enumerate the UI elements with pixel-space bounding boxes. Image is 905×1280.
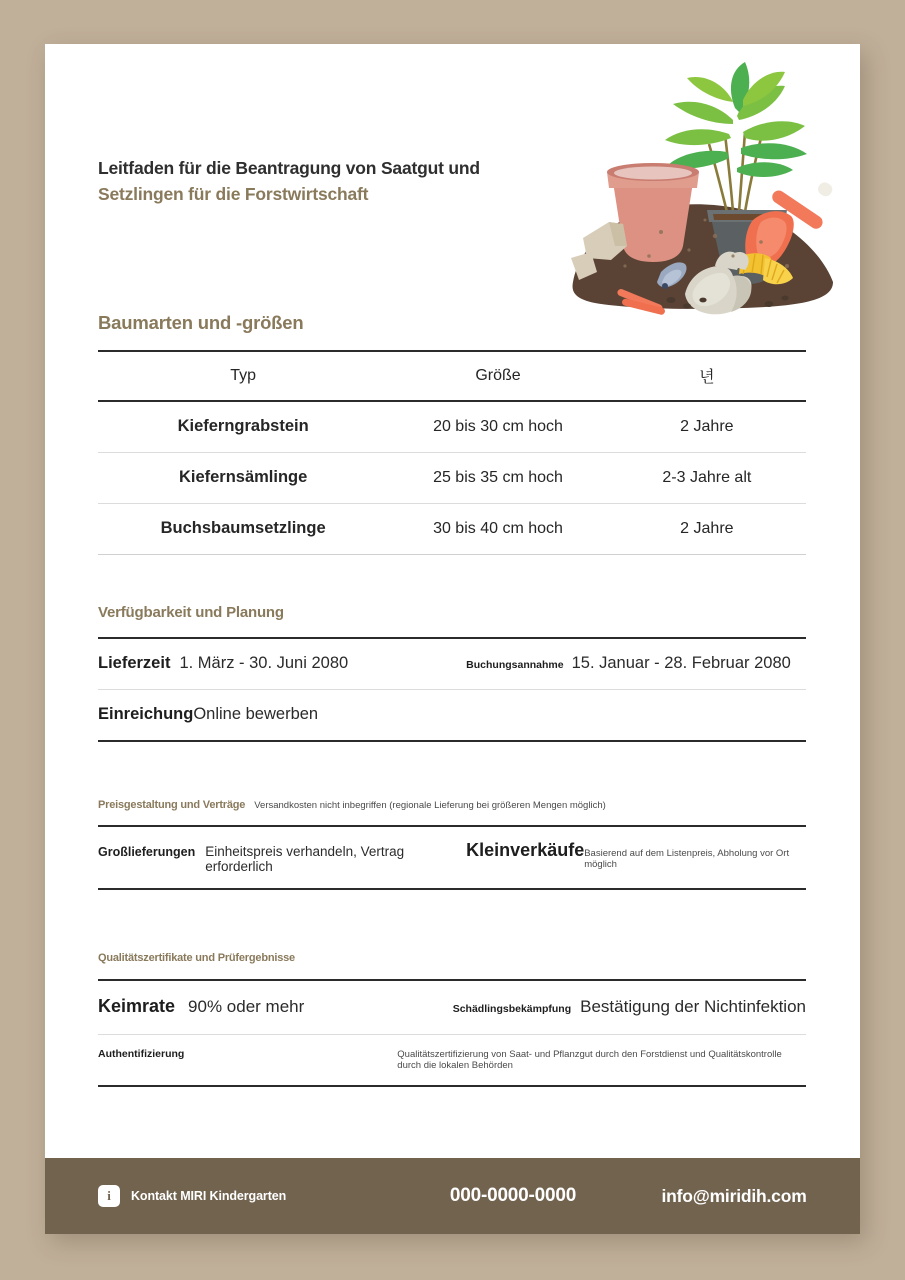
pest-label: Schädlingsbekämpfung xyxy=(452,1003,572,1015)
page-title xyxy=(98,155,568,207)
document-page xyxy=(45,44,860,1234)
pricing-heading-note: Versandkosten nicht inbegriffen (regionale Lieferung bei größeren Mengen möglich) xyxy=(254,800,606,811)
booking-label: Buchungsannahme xyxy=(466,659,564,671)
section-pricing xyxy=(98,799,806,890)
booking-value: 15. Januar - 28. Februar 2080 xyxy=(571,654,791,672)
section-heading-quality: Qualitätszertifikate und Prüfergebnisse xyxy=(98,952,295,964)
section-tree-types xyxy=(98,312,806,555)
info-icon: i xyxy=(98,1185,120,1207)
pest-value: Bestätigung der Nichtinfektion xyxy=(580,997,806,1016)
cell-typ: Kiefernsämlinge xyxy=(98,453,388,504)
bulk-pair xyxy=(98,844,466,874)
table-row xyxy=(98,453,806,504)
pricing-row xyxy=(98,827,806,888)
quality-list xyxy=(98,979,806,1087)
column-header-typ: Typ xyxy=(98,351,388,401)
submission-label: Einreichung xyxy=(98,705,194,723)
delivery-label: Lieferzeit xyxy=(98,654,171,672)
footer-email[interactable]: info@miridih.com xyxy=(661,1185,807,1206)
section-availability xyxy=(98,604,806,742)
retail-value: Basierend auf dem Listenpreis, Abholung vor Ort möglich xyxy=(584,848,790,870)
quality-row-authentication xyxy=(98,1034,806,1085)
retail-pair xyxy=(466,840,806,870)
cell-groesse: 30 bis 40 cm hoch xyxy=(388,504,607,555)
pest-pair xyxy=(453,997,806,1017)
cell-typ: Buchsbaumsetzlinge xyxy=(98,504,388,555)
section-heading-availability: Verfügbarkeit und Planung xyxy=(98,604,284,621)
quality-row-germination xyxy=(98,981,806,1034)
tree-types-table xyxy=(98,350,806,555)
footer-bar xyxy=(45,1158,860,1234)
germination-label: Keimrate xyxy=(98,996,176,1016)
title-line-2: Setzlingen für die Forstwirtschaft xyxy=(98,184,369,204)
cell-groesse: 25 bis 35 cm hoch xyxy=(388,453,607,504)
footer-contact xyxy=(98,1185,398,1207)
pricing-list xyxy=(98,825,806,890)
gardening-illustration xyxy=(565,60,845,328)
table-row xyxy=(98,401,806,453)
cell-jahre: 2 Jahre xyxy=(608,401,806,453)
availability-list xyxy=(98,637,806,742)
title-line-1: Leitfaden für die Beantragung von Saatgut und xyxy=(98,158,480,178)
cell-groesse: 20 bis 30 cm hoch xyxy=(388,401,607,453)
footer-contact-label: Kontakt MIRI Kindergarten xyxy=(131,1189,287,1203)
availability-row-submission xyxy=(98,689,806,740)
table-row xyxy=(98,504,806,555)
delivery-value: 1. März - 30. Juni 2080 xyxy=(179,654,349,672)
booking-pair xyxy=(466,654,806,673)
germination-value: 90% oder mehr xyxy=(188,997,305,1016)
auth-value: Qualitätszertifizierung von Saat- und Pflanzgut durch den Forstdienst und Qualitätskontrolle durch die lokalen Behörden xyxy=(397,1049,782,1071)
retail-label: Kleinverkäufe xyxy=(466,840,585,860)
section-quality xyxy=(98,952,806,1087)
footer-phone[interactable]: 000-0000-0000 xyxy=(449,1185,577,1206)
cell-jahre: 2-3 Jahre alt xyxy=(608,453,806,504)
availability-row-delivery xyxy=(98,639,806,689)
column-header-groesse: Größe xyxy=(388,351,607,401)
column-header-jahre: 년 xyxy=(608,351,806,401)
bulk-value: Einheitspreis verhandeln, Vertrag erforderlich xyxy=(205,844,405,874)
auth-label: Authentifizierung xyxy=(98,1048,185,1060)
cell-typ: Kieferngrabstein xyxy=(98,401,388,453)
germination-pair xyxy=(98,996,453,1017)
delivery-pair xyxy=(98,654,466,673)
table-header-row xyxy=(98,351,806,401)
bulk-label: Großlieferungen xyxy=(98,845,196,859)
pricing-heading-row xyxy=(98,799,806,811)
cell-jahre: 2 Jahre xyxy=(608,504,806,555)
submission-value: Online bewerben xyxy=(193,705,319,723)
section-heading-tree-types: Baumarten und -größen xyxy=(98,312,304,333)
section-heading-pricing: Preisgestaltung und Verträge xyxy=(98,799,246,811)
